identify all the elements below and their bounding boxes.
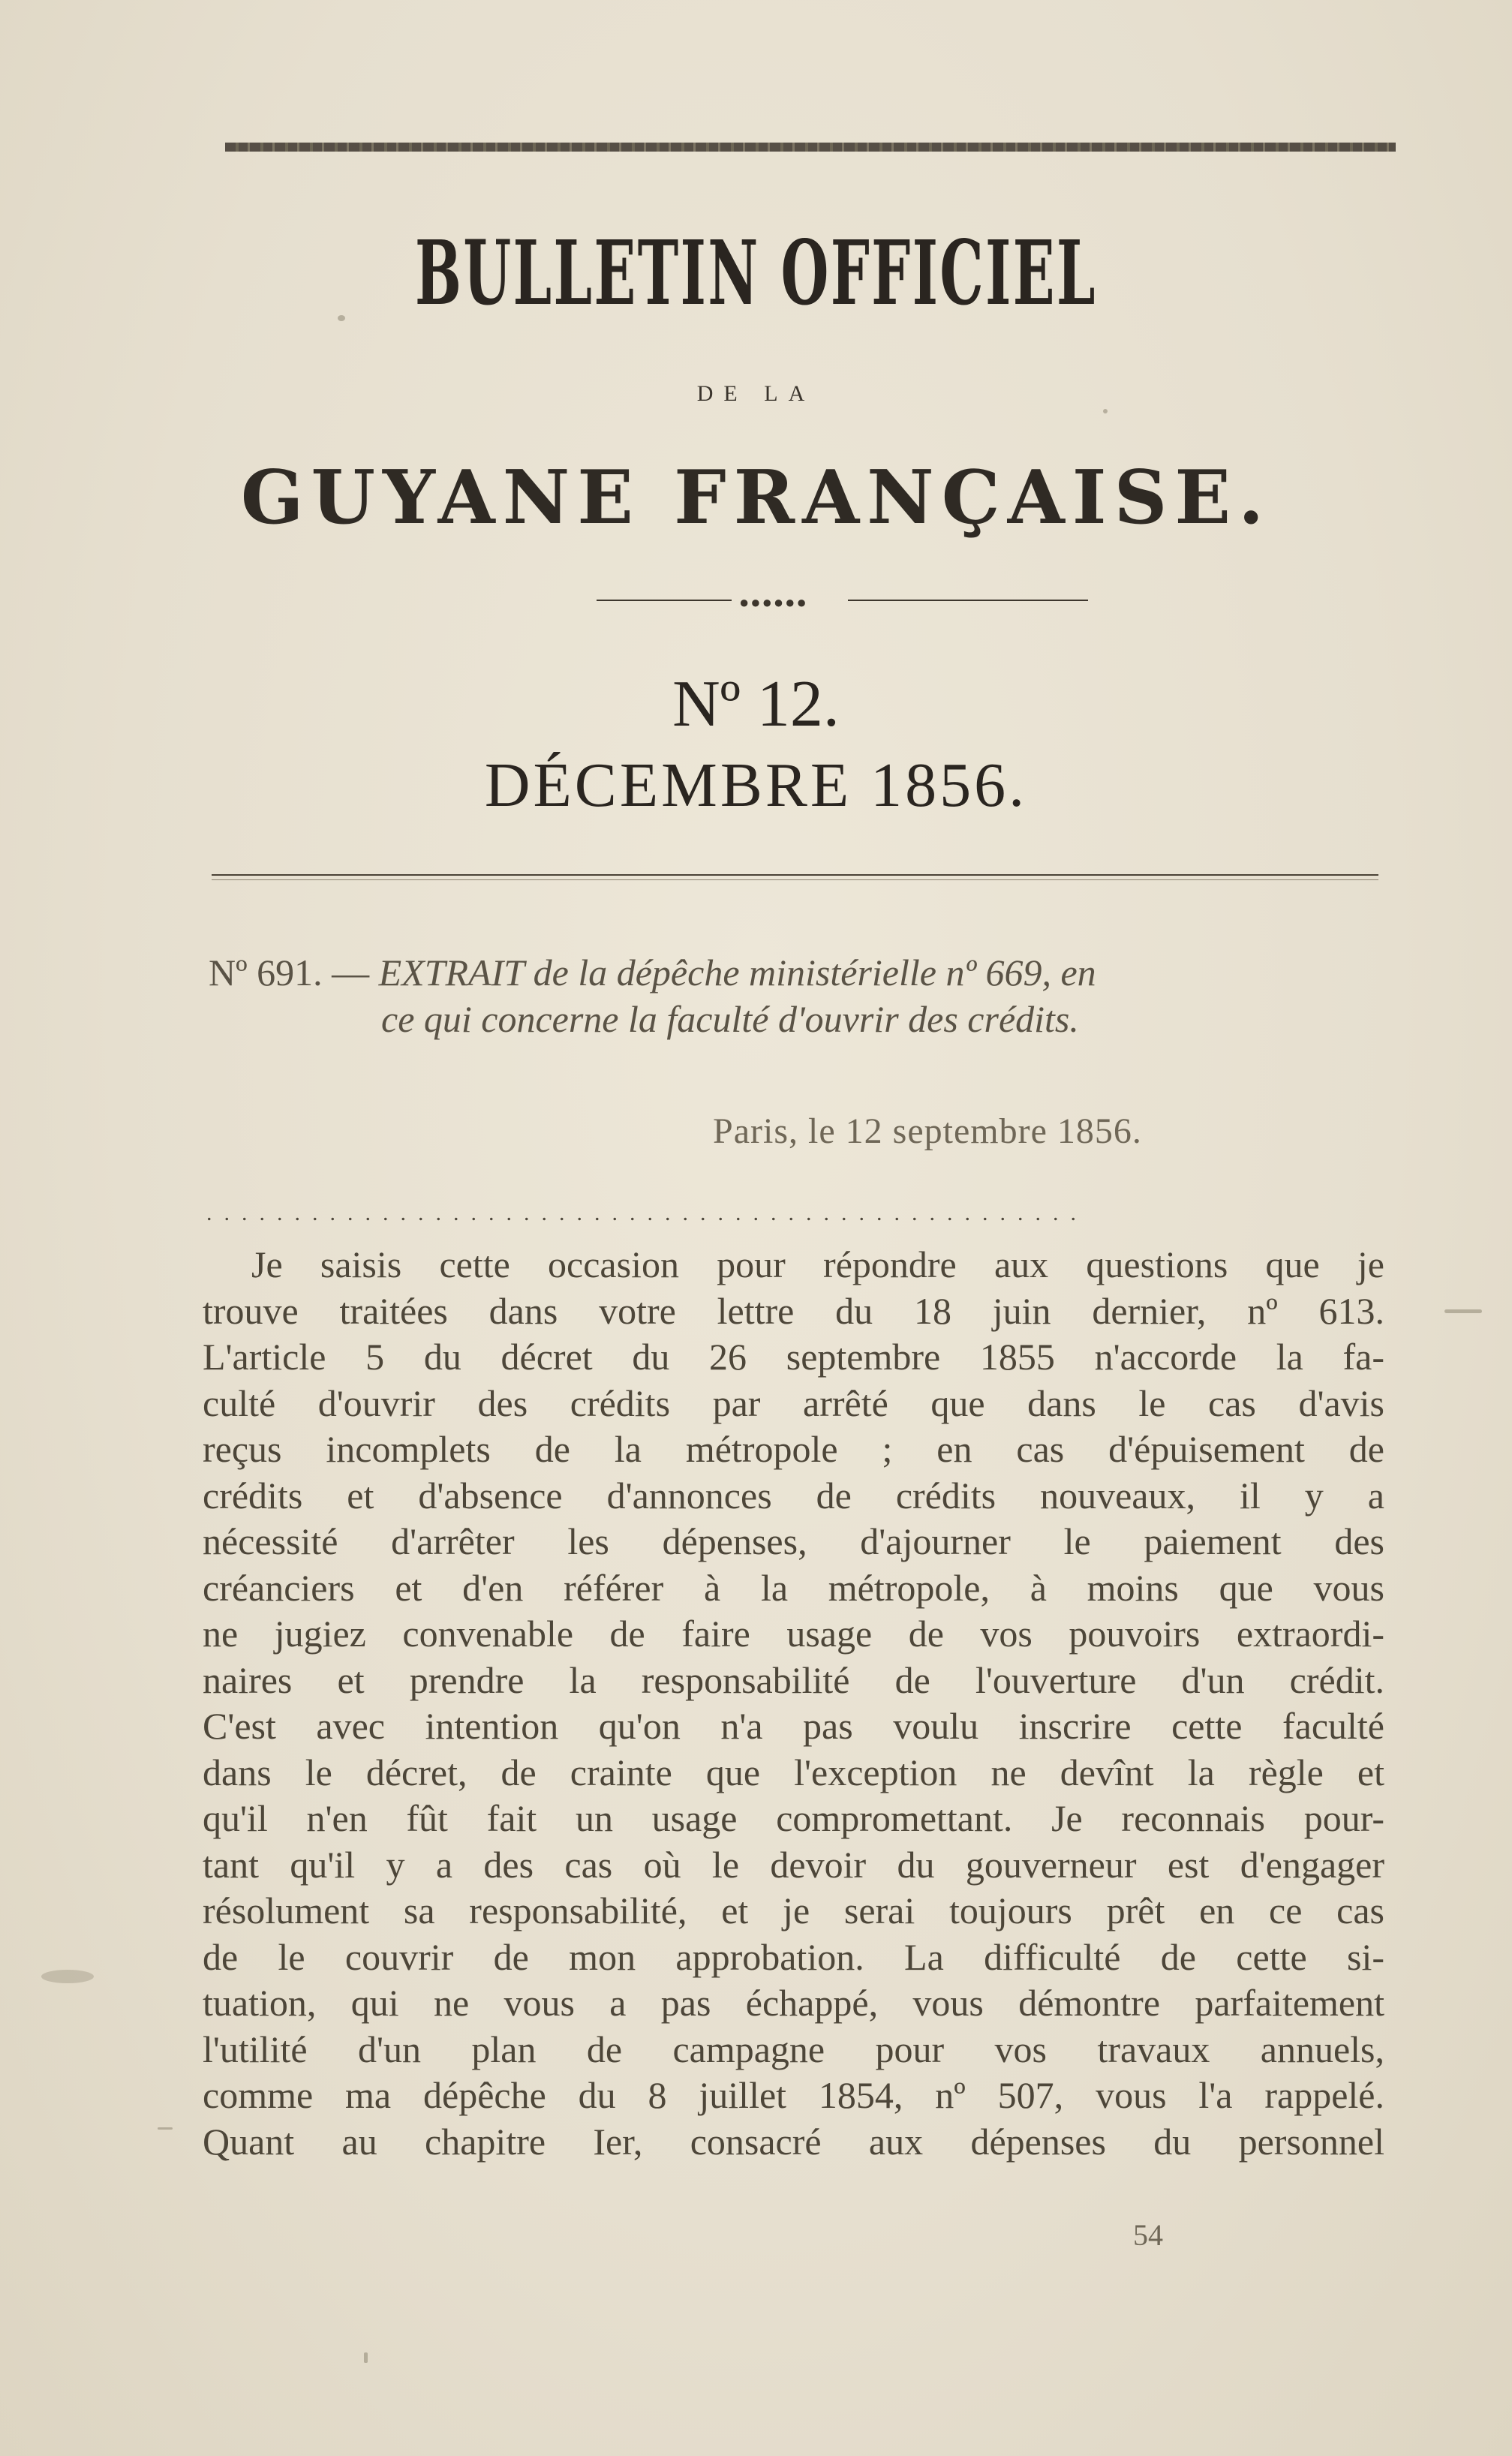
body-line: comme ma dépêche du 8 juillet 1854, nº 507, vous l'a rappelé. bbox=[203, 2074, 1384, 2116]
ellipsis-row: .................................................. bbox=[206, 1201, 1088, 1225]
body-line: C'est avec intention qu'on n'a pas voulu inscrire cette faculté bbox=[203, 1705, 1384, 1747]
body-line: de le couvrir de mon approbation. La difficulté de cette si- bbox=[203, 1935, 1384, 1978]
paper-speck bbox=[338, 315, 345, 321]
paper-speck bbox=[41, 1970, 94, 1983]
issue-number: Nº 12. bbox=[672, 668, 840, 741]
body-line: Je saisis cette occasion pour répondre aux questions que je bbox=[251, 1243, 1384, 1285]
body-line: trouve traitées dans votre lettre du 18 juin dernier, nº 613. bbox=[203, 1289, 1384, 1332]
article-number: Nº 691. bbox=[209, 951, 323, 994]
paper-speck bbox=[158, 2127, 173, 2130]
paper-speck bbox=[1444, 1309, 1482, 1313]
body-line: l'utilité d'un plan de campagne pour vos travaux annuels, bbox=[203, 2028, 1384, 2070]
ornament-line-right bbox=[848, 600, 1088, 601]
issue-date: DÉCEMBRE 1856. bbox=[484, 750, 1028, 820]
body-line: dans le décret, de crainte que l'exception ne devînt la règle et bbox=[203, 1751, 1384, 1793]
ornament-divider bbox=[597, 593, 1088, 612]
paper-speck bbox=[364, 2352, 368, 2363]
body-line: nécessité d'arrêter les dépenses, d'ajourner le paiement des bbox=[203, 1520, 1384, 1562]
article-dateline: Paris, le 12 septembre 1856. bbox=[713, 1111, 1142, 1151]
body-line: culté d'ouvrir des crédits par arrêté que dans le cas d'avis bbox=[203, 1381, 1384, 1424]
body-line: naires et prendre la responsabilité de l'ouverture d'un crédit. bbox=[203, 1658, 1384, 1701]
body-line: qu'il n'en fût fait un usage compromettant. Je reconnais pour- bbox=[203, 1797, 1384, 1839]
ornament-dots: ●●●●●● bbox=[739, 593, 808, 612]
body-line: reçus incomplets de la métropole ; en cas d'épuisement de bbox=[203, 1428, 1384, 1470]
top-decorative-rule bbox=[225, 143, 1396, 152]
ornament-line-left bbox=[597, 600, 732, 601]
section-rule-thin bbox=[212, 879, 1378, 880]
body-line: résolument sa responsabilité, et je serai toujours prêt en ce cas bbox=[203, 1889, 1384, 1931]
article-heading bbox=[209, 949, 1387, 1042]
body-line: L'article 5 du décret du 26 septembre 1855 n'accorde la fa- bbox=[203, 1336, 1384, 1378]
article-heading-line2: ce qui concerne la faculté d'ouvrir des crédits. bbox=[381, 998, 1079, 1040]
body-line: tant qu'il y a des cas où le devoir du gouverneur est d'engager bbox=[203, 1843, 1384, 1886]
body-line: Quant au chapitre Ier, consacré aux dépenses du personnel bbox=[203, 2120, 1384, 2163]
body-line: tuation, qui ne vous a pas échappé, vous démontre parfaitement bbox=[203, 1982, 1384, 2024]
article-body bbox=[203, 1242, 1384, 2165]
article-heading-line1: EXTRAIT de la dépêche ministérielle nº 669, en bbox=[378, 951, 1096, 994]
body-line: crédits et d'absence d'annonces de crédits nouveaux, il y a bbox=[203, 1474, 1384, 1517]
page-number: 54 bbox=[1133, 2218, 1163, 2252]
title-connector: DE LA bbox=[696, 381, 816, 406]
paper-speck bbox=[1103, 409, 1108, 413]
colony-title: GUYANE FRANÇAISE. bbox=[240, 455, 1272, 541]
body-line: ne jugiez convenable de faire usage de vos pouvoirs extraordi- bbox=[203, 1613, 1384, 1655]
article-dash: — bbox=[332, 951, 370, 994]
bulletin-title: BULLETIN OFFICIEL bbox=[415, 221, 1097, 325]
body-line: créanciers et d'en référer à la métropole, à moins que vous bbox=[203, 1566, 1384, 1609]
section-rule bbox=[212, 874, 1378, 876]
